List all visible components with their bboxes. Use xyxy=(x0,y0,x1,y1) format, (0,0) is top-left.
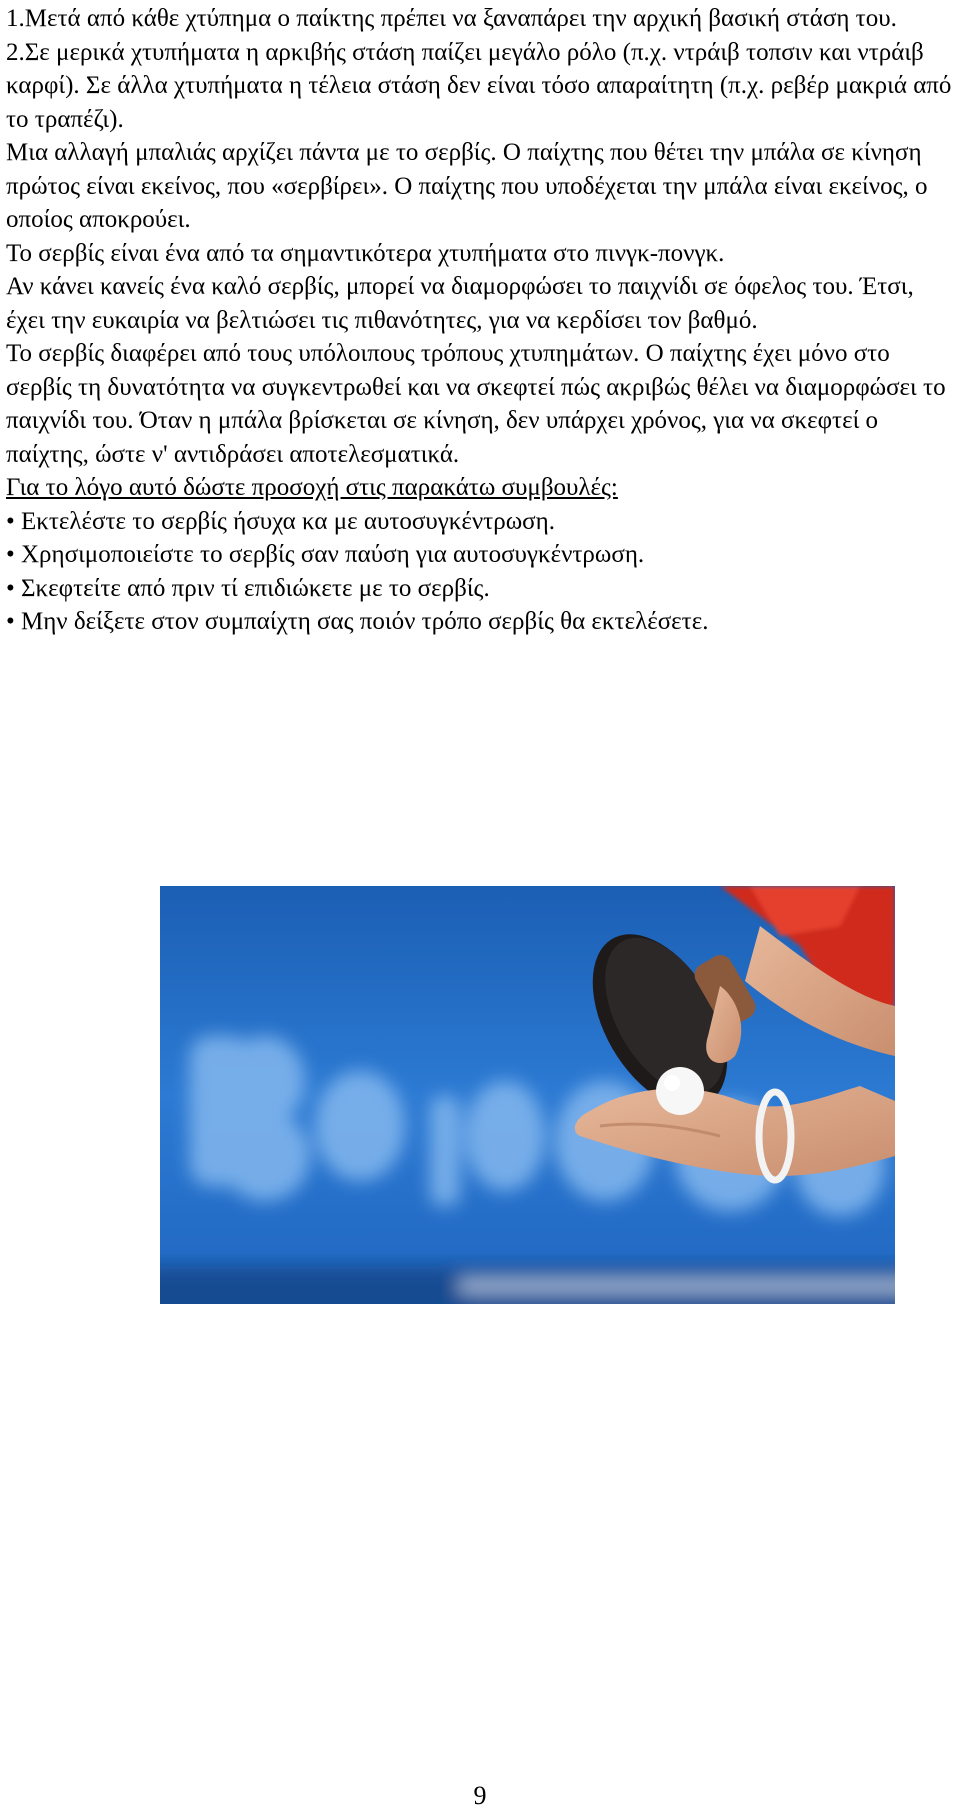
advice-item: • Σκεφτείτε από πριν τί επιδιώκετε με το σερβίς. xyxy=(6,574,490,602)
paragraph-1: 1.Μετά από κάθε χτύπημα ο παίκτης πρέπει να ξαναπάρει την αρχική βασική στάση του. xyxy=(6,5,897,32)
advice-item: • Χρησιμοποιείστε το σερβίς σαν παύση για αυτοσυγκέντρωση. xyxy=(6,541,645,568)
serve-photo-illustration xyxy=(160,886,895,1304)
paragraph-2: 2.Σε μερικά χτυπήματα η αρκιβής στάση παίζει μεγάλο ρόλο (π.χ. ντράιβ τοπσιν και ντράιβ καρφί). Σε άλλα χτυπήματα η τέλεια στάση δεν είναι τόσο απαραίτητη (π.χ. ρεβέρ μακριά από το τραπέζι). xyxy=(6,38,952,133)
advice-list xyxy=(6,505,956,639)
table-tennis-serve-photo xyxy=(160,886,895,1304)
advice-heading: Για το λόγο αυτό δώστε προσοχή στις παρακάτω συμβουλές: xyxy=(6,474,618,501)
paragraph-4: Το σερβίς είναι ένα από τα σημαντικότερα χτυπήματα στο πινγκ-πονγκ. xyxy=(6,239,725,267)
paragraph-5: Αν κάνει κανείς ένα καλό σερβίς, μπορεί να διαμορφώσει το παιχνίδι σε όφελος του. Έτσι, έχει την ευκαιρία να βελτιώσει τις πιθανότητες, για να κερδίσει τον βαθμό. xyxy=(6,273,914,334)
advice-item: • Μην δείξετε στον συμπαίχτη σας ποιόν τρόπο σερβίς θα εκτελέσετε. xyxy=(6,608,709,635)
paragraph-3: Μια αλλαγή μπαλιάς αρχίζει πάντα με το σερβίς. Ο παίχτης που θέτει την μπάλα σε κίνηση πρώτος είναι εκείνος, που «σερβίρει». Ο παίχτης που υποδέχεται την μπάλα είναι εκείνος, ο οποίος αποκρούει. xyxy=(6,139,928,233)
advice-item: • Εκτελέστε το σερβίς ήσυχα κα με αυτοσυγκέντρωση. xyxy=(6,507,555,535)
document-body xyxy=(6,2,956,639)
paragraph-6: Το σερβίς διαφέρει από τους υπόλοιπους τρόπους χτυπημάτων. Ο παίχτης έχει μόνο στο σερβίς τη δυνατότητα να συγκεντρωθεί και να σκεφτεί πώς ακριβώς θέλει να διαμορφώσει το παιχνίδι του. Όταν η μπάλα βρίσκεται σε κίνηση, δεν υπάρχει χρόνος, για να σκεφτεί ο παίχτης, ώστε ν' αντιδράσει αποτελεσματικά. xyxy=(6,340,946,468)
page-number: 9 xyxy=(473,1781,487,1810)
